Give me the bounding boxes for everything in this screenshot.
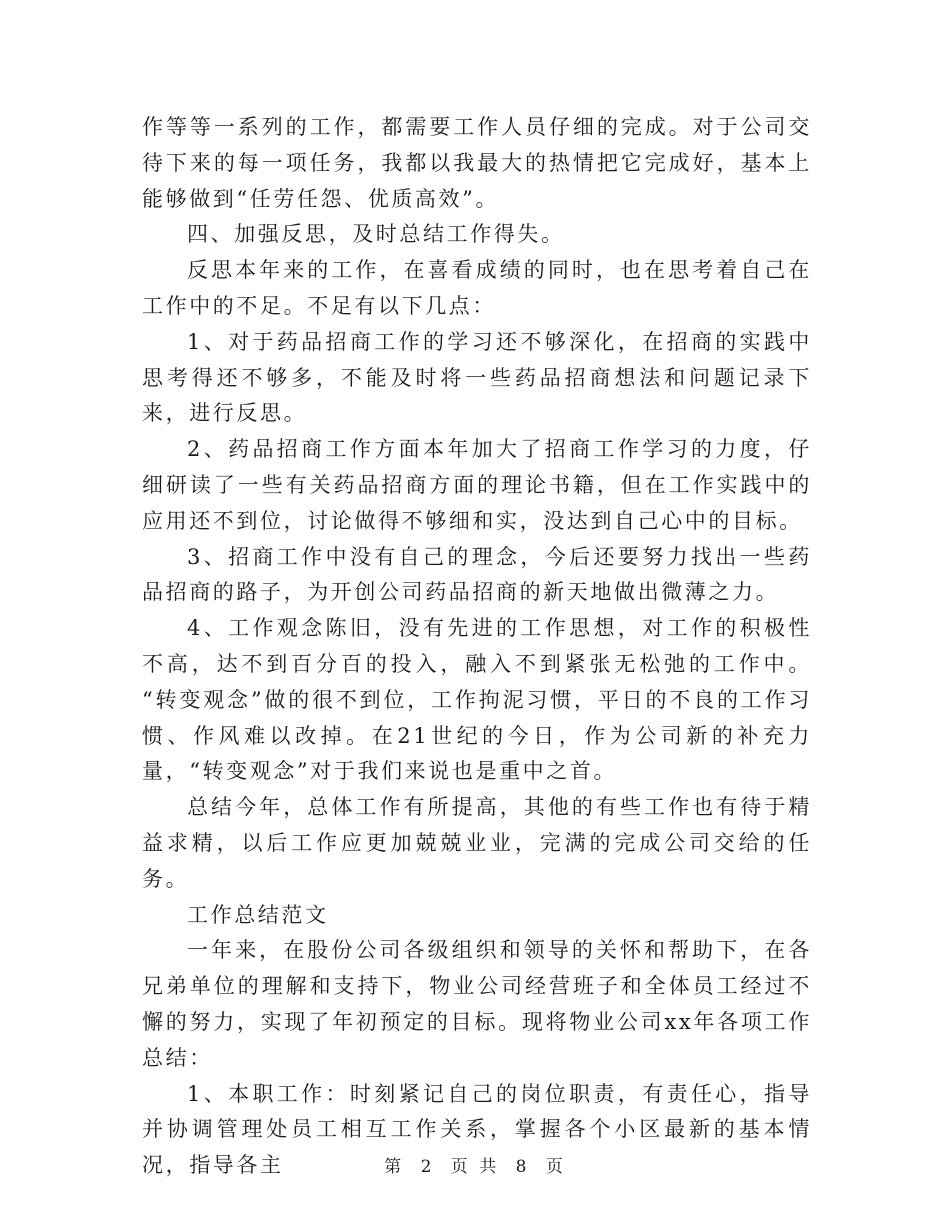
document-body bbox=[142, 110, 822, 1184]
page-footer bbox=[0, 1152, 950, 1177]
list-item: 1、对于药品招商工作的学习还不够深化，在招商的实践中思考得还不够多，不能及时将一些药品招商想法和问题记录下来，进行反思。 bbox=[142, 329, 812, 426]
footer-suffix: 页 bbox=[545, 1157, 566, 1177]
list-item: 4、工作观念陈旧，没有先进的工作思想，对工作的积极性不高，达不到百分百的投入，融入不到紧张无松弛的工作中。 “转变观念”做的很不到位，工作拘泥习惯，平日的不良的工作习惯、作风难以改掉。在21世纪的今日，作为公司新的补充力量，“转变观念”对于我们来说也是重中之首。 bbox=[142, 616, 822, 784]
section-title: 工作总结范文 bbox=[187, 902, 329, 927]
footer-prefix: 第 bbox=[384, 1157, 405, 1177]
footer-middle: 页 共 bbox=[450, 1157, 500, 1177]
paragraph: 总结今年，总体工作有所提高，其他的有些工作也有待于精益求精，以后工作应更加兢兢业业，完满的完成公司交给的任务。 bbox=[142, 795, 812, 891]
list-item: 3、招商工作中没有自己的理念，今后还要努力找出一些药品招商的路子，为开创公司药品招商的新天地做出微薄之力。 bbox=[142, 544, 812, 605]
paragraph: 反思本年来的工作，在喜看成绩的同时，也在思考着自己在工作中的不足。不足有以下几点： bbox=[142, 258, 812, 318]
total-pages: 8 bbox=[515, 1157, 530, 1177]
paragraph: 一年来，在股份公司各级组织和领导的关怀和帮助下，在各兄弟单位的理解和支持下，物业公司经营班子和全体员工经过不懈的努力，实现了年初预定的目标。现将物业公司xx年各项工作总结： bbox=[142, 938, 812, 1070]
list-item: 1、本职工作：时刻紧记自己的岗位职责，有责任心，指导并协调管理处员工相互工作关系，掌握各个小区最新的基本情况，指导各主 bbox=[142, 1081, 812, 1178]
page-number: 2 bbox=[420, 1157, 435, 1177]
list-item: 2、药品招商工作方面本年加大了招商工作学习的力度，仔细研读了一些有关药品招商方面的理论书籍，但在工作实践中的应用还不到位，讨论做得不够细和实，没达到自己心中的目标。 bbox=[142, 437, 812, 533]
section-heading: 四、加强反思，及时总结工作得失。 bbox=[187, 222, 565, 247]
paragraph: 作等等一系列的工作，都需要工作人员仔细的完成。对于公司交待下来的每一项任务，我都以我最大的热情把它完成好，基本上能够做到“任劳任怨、优质高效”。 bbox=[142, 115, 812, 211]
